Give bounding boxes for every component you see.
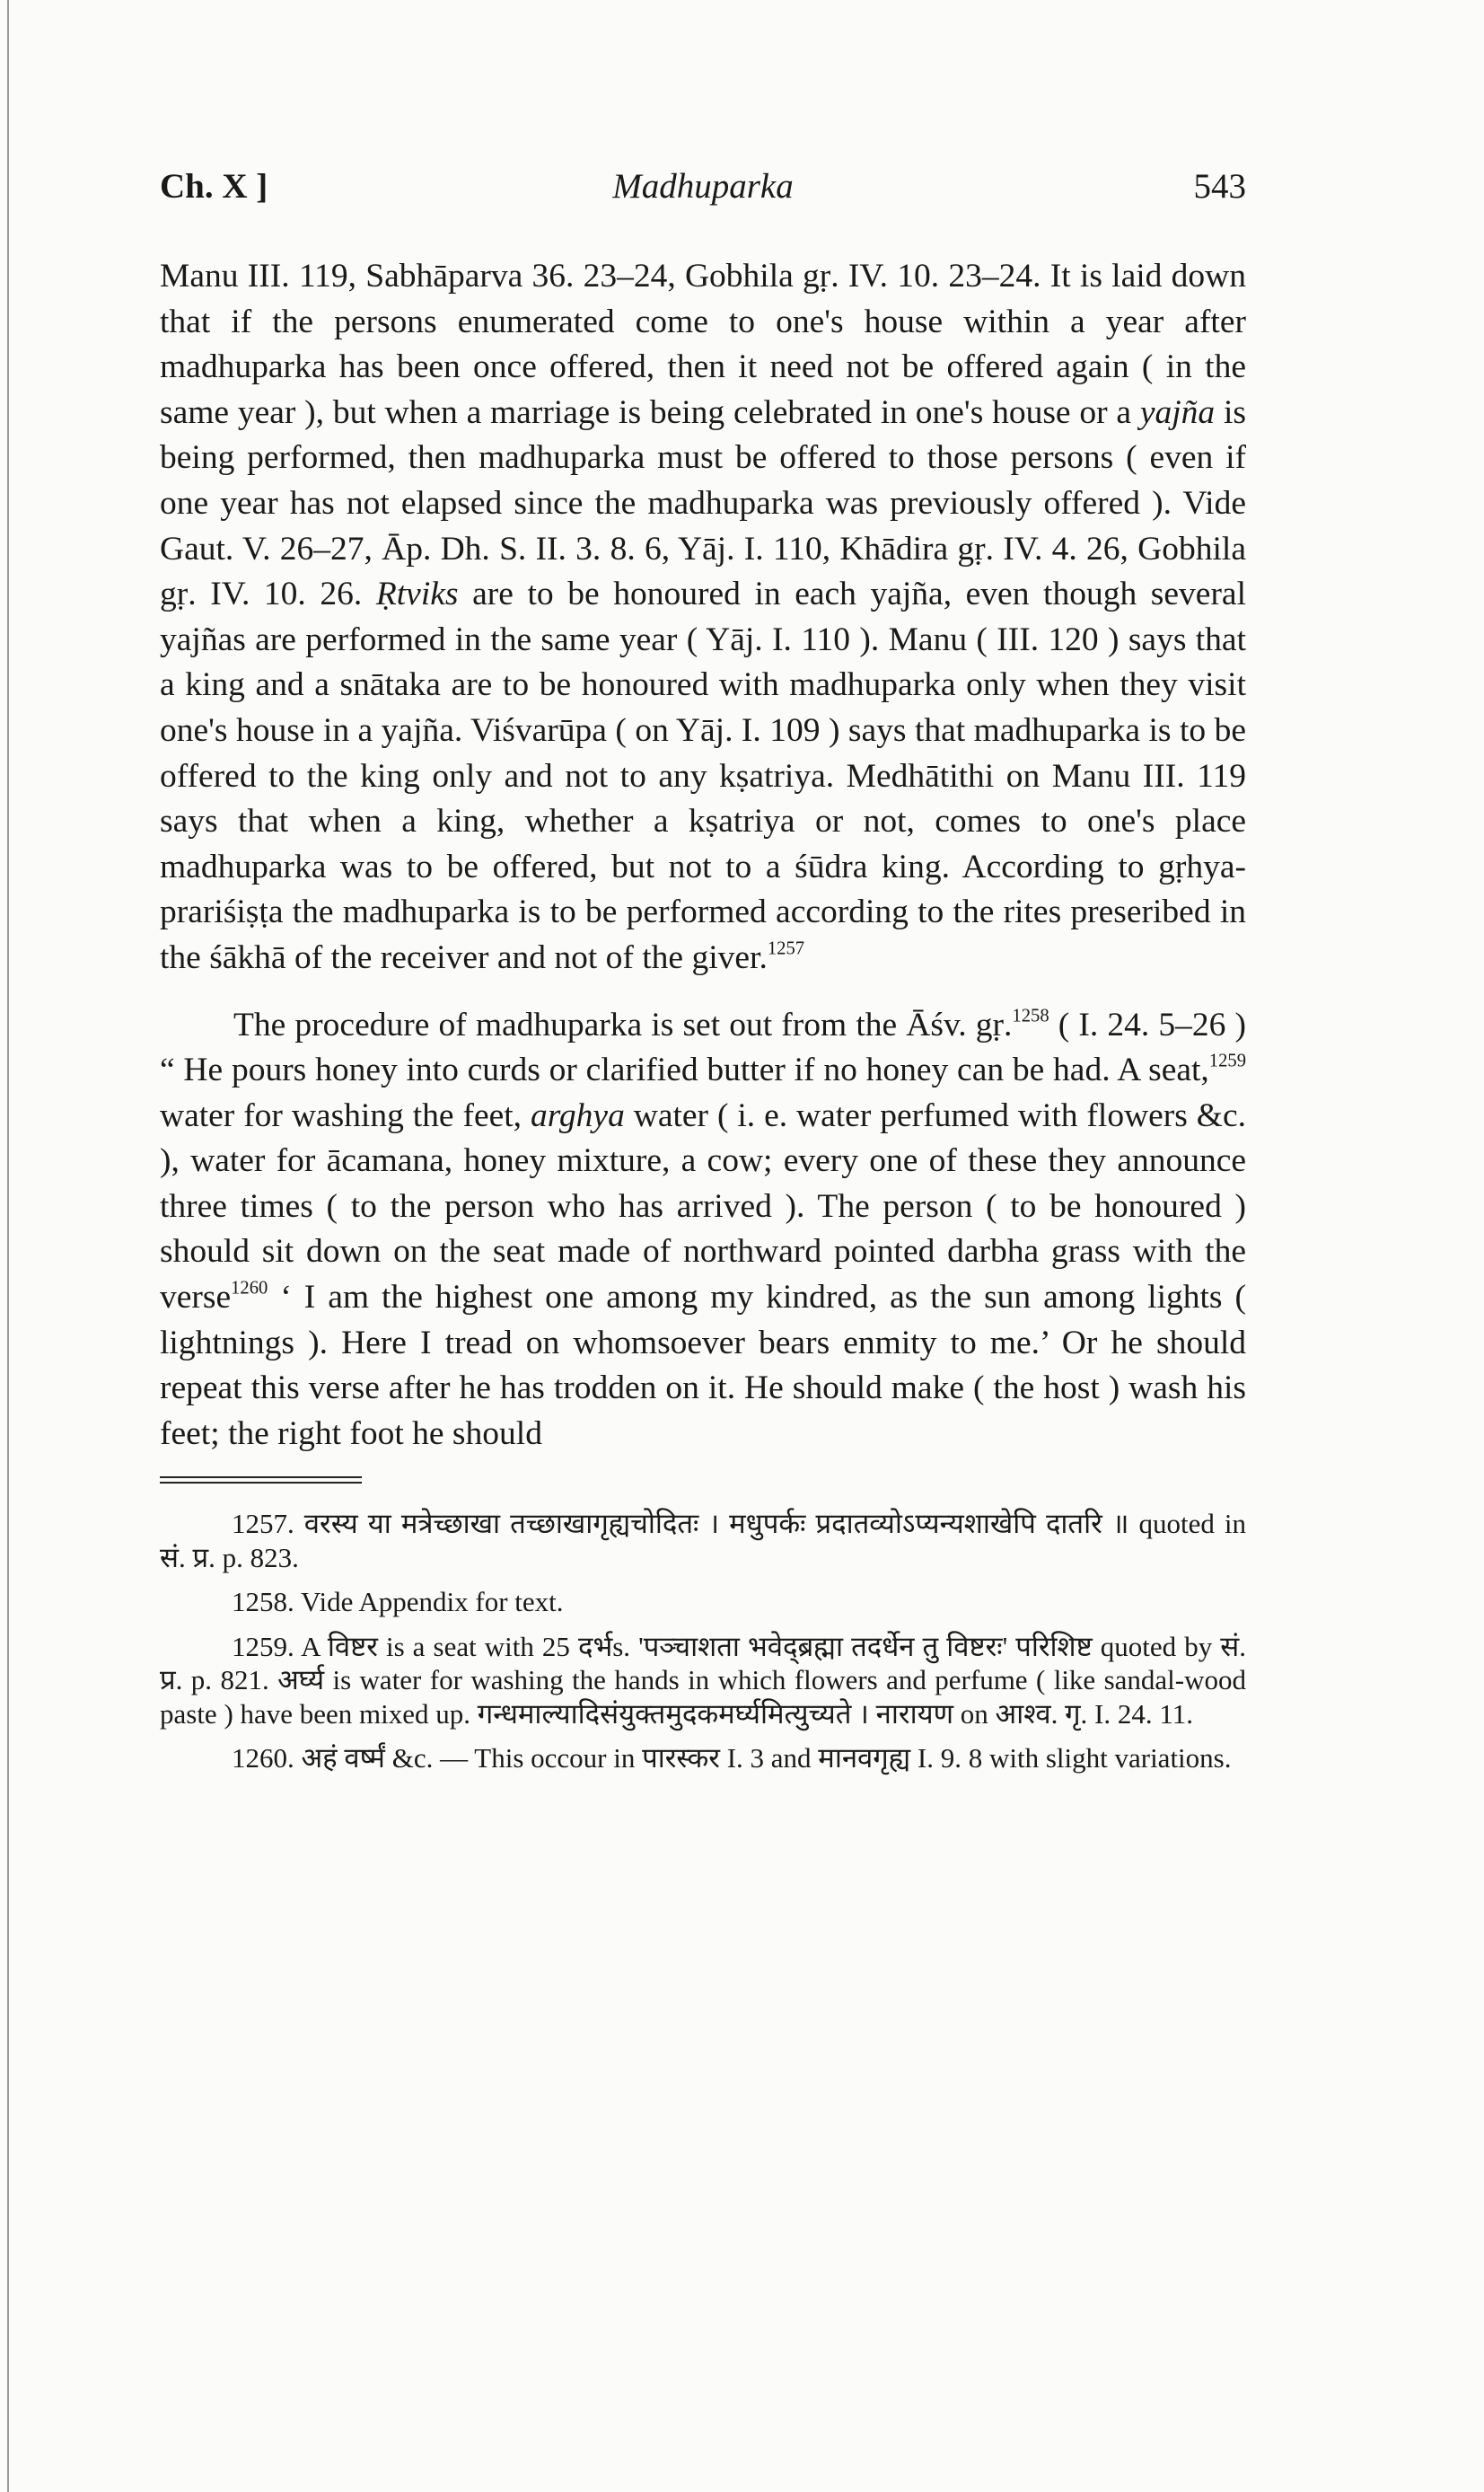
paragraph-1: [160, 254, 1246, 982]
footnote-ref-1257: 1257: [767, 938, 805, 959]
page-binding-edge: [7, 0, 9, 2492]
footnote-number: 1260.: [232, 1742, 294, 1774]
paragraph-2-italic: arghya: [530, 1096, 625, 1134]
footnote-ref-1260: 1260: [231, 1278, 268, 1299]
paragraph-1-italic-b: Ṛtviks: [375, 576, 459, 613]
paragraph-1-text-a: Manu III. 119, Sabhāparva 36. 23–24, Gobhila gṛ. IV. 10. 23–24. It is laid down that if the persons enumerated come to one's house within a year after madhuparka has been once offered, then it need not be offered again ( in the same year ), but when a marriage is being celebrated in one's house or a: [160, 258, 1246, 431]
footnote-number: 1258.: [232, 1586, 294, 1618]
paragraph-1-italic-a: yajña: [1139, 393, 1216, 431]
footnote-separator: [160, 1476, 362, 1484]
footnotes: [160, 1507, 1246, 1775]
main-text: [160, 254, 1246, 1457]
footnote-number: 1257.: [232, 1508, 294, 1540]
footnote-1260: [160, 1741, 1246, 1775]
paragraph-2-text-c: water for washing the feet,: [160, 1096, 531, 1134]
paragraph-1-text-b: is being performed, then madhuparka must be offered to those persons ( even if one year has not elapsed since the madhuparka was previously offered ). Vide Gaut. V. 26–27, Āp. Dh. S. II. 3. 8. 6, Yāj. I. 110, Khādira gṛ. IV. 4. 26, Gobhila gṛ. IV. 10. 26.: [160, 393, 1246, 613]
running-title: Madhuparka: [612, 167, 794, 206]
footnote-text: Vide Appendix for text.: [300, 1586, 564, 1618]
footnote-1258: [160, 1585, 1246, 1619]
paragraph-2-text-b: ( I. 24. 5–26 ) “ He pours honey into curds or clarified butter if no honey can be had. A seat,: [160, 1006, 1247, 1089]
footnote-text: वरस्य या मत्रेच्छाखा तच्छाखागृह्यचोदितः । मधुपर्कः प्रदातव्योऽप्यन्यशाखेपि दातरि ॥ quoted in सं. प्र. p. 823.: [160, 1508, 1246, 1573]
page-number: 543: [1193, 167, 1246, 206]
paragraph-1-text-c: are to be honoured in each yajña, even though several yajñas are performed in the same year ( Yāj. I. 110 ). Manu ( III. 120 ) says that a king and a snātaka are to be honoured with madhuparka only when they visit one's house in a yajña. Viśvarūpa ( on Yāj. I. 109 ) says that madhuparka is to be offered to the king only and not to any kṣatriya. Medhātithi on Manu III. 119 says that when a king, whether a kṣatriya or not, comes to one's place madhuparka was to be offered, but not to a śūdra king. According to gṛhya-prariśiṣṭa the madhuparka is to be performed according to the rites preseribed in the śākhā of the receiver and not of the giver.: [160, 576, 1246, 976]
paragraph-2-text-a: The procedure of madhuparka is set out from the Āśv. gṛ.: [233, 1006, 1013, 1043]
paragraph-2: [160, 1003, 1246, 1457]
footnote-text: A विष्टर is a seat with 25 दर्भs. 'पञ्चाशता भवेद्ब्रह्मा तदर्धेन तु विष्टरः' परिशिष्ट quoted by सं. प्र. p. 821. अर्घ्य is water for washing the hands in which flowers and perfume ( like sandal-wood paste ) have been mixed up. गन्धमाल्यादिसंयुक्तमुदकमर्घ्यमित्युच्यते । नारायण on आश्व. गृ. I. 24. 11.: [160, 1630, 1246, 1730]
footnote-1257: [160, 1507, 1246, 1574]
footnote-ref-1259: 1259: [1208, 1051, 1246, 1071]
running-header: [160, 166, 1246, 220]
footnote-1259: [160, 1630, 1246, 1731]
paragraph-2-text-d: water ( i. e. water perfumed with flowers &c. ), water for ācamana, honey mixture, a cow; every one of these they announce three times ( to the person who has arrived ). The person ( to be honoured ) should sit down on the seat made of northward pointed darbha grass with the verse: [160, 1096, 1246, 1316]
paragraph-2-text-e: ‘ I am the highest one among my kindred, as the sun among lights ( lightnings ). Here I tread on whomsoever bears enmity to me.’ Or he should repeat this verse after he has trodden on it. He should make ( the host ) wash his feet; the right foot he should: [160, 1279, 1246, 1452]
footnote-ref-1258: 1258: [1012, 1006, 1049, 1026]
chapter-label: Ch. X ]: [160, 167, 268, 206]
footnote-text: अहं वर्ष्मं &c. — This occour in पारस्कर I. 3 and मानवगृह्य I. 9. 8 with slight variations.: [301, 1742, 1232, 1774]
footnote-number: 1259.: [232, 1630, 294, 1662]
book-page: [160, 166, 1246, 1786]
